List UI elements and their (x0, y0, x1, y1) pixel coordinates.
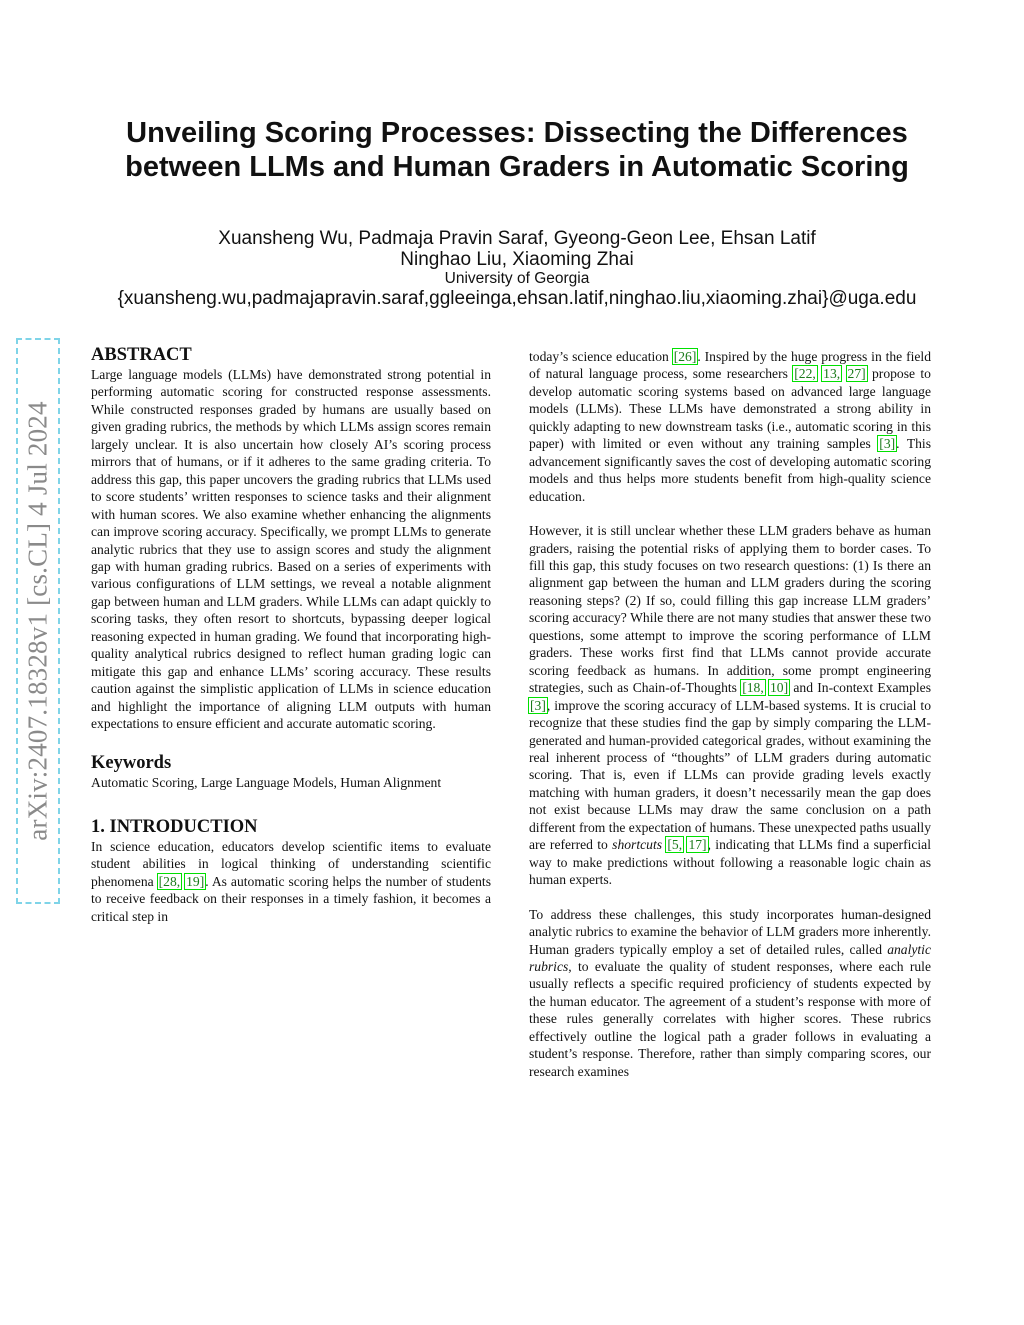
text-run: . Inspired by the huge progress in the field of natural language process, some researchers (529, 349, 931, 382)
emphasis-analytic-rubrics: analytic rubrics (529, 941, 931, 974)
keywords-text: Automatic Scoring, Large Language Models, Human Alignment (91, 774, 442, 790)
citation-link[interactable]: 13, (823, 366, 841, 382)
abstract-text: Large language models (LLMs) have demonstrated strong potential in performing automatic scoring for constructed response assessments. While constructed responses graded by humans are usually based on given grading rubrics, the methods by which LLMs assign scores remain largely unclear. It is also uncertain how closely AI’s scoring process mirrors that of humans, or if it adheres to the same grading criteria. To address this gap, this paper uncovers the grading rubrics that LLMs used to score students’ written responses to science tasks and their alignment with human scores. We also examine whether enhancing the alignments can improve scoring accuracy. Specifically, we prompt LLMs to generate analytic rubrics that they use to assign scores and study the alignment gap with human grading rubrics. Based on a series of experiments with various configurations of LLM settings, we reveal a notable alignment gap between human and LLM graders. While LLMs can adapt quickly to scoring tasks, they often resort to shortcuts, bypassing deeper logical reasoning expected in human grading. We found that incorporating high-quality analytical rubrics designed to reflect human grading logic can mitigate this gap and enhance LLMs’ scoring accuracy. These results caution against the simplistic application of LLMs in science education and highlight the importance of aligning LLM outputs with human expectations to ensure efficient and accurate automatic scoring. (91, 367, 491, 732)
introduction-paragraph (91, 838, 491, 925)
text-run: However, it is still unclear whether these LLM graders behave as human graders, raising the potential risks of applying them to border cases. To fill this gap, this study focuses on two research questions: (1) Is there an alignment gap between the human and LLM graders during the scoring reasoning steps? (2) If so, could filling this gap increase LLM graders’ scoring accuracy? While there are not many studies that answer these two questions, some attempt to improve the scoring performance of LLM graders. These works first find that LLMs cannot provide accurate scoring feedback as humans. In addition, some prompt engineering strategies, such as Chain-of-Thoughts (529, 523, 931, 696)
title-line-1: Unveiling Scoring Processes: Dissecting the Differences (126, 117, 908, 149)
text-run: and In-context Examples (789, 680, 931, 696)
text-run: , to evaluate the quality of student responses, where each rule usually reflects a specific required proficiency of students expected by the human educator. The agreement of a student’s response with more of these rules generally correlates with higher scores. These rubrics effectively outline the logical path a grader follows in evaluating a student’s response. Therefore, rather than simply comparing scores, our research examines (529, 958, 931, 1079)
citation-link[interactable]: [26] (673, 349, 697, 364)
title-line-2: between LLMs and Human Graders in Automatic Scoring (125, 151, 909, 183)
arxiv-stamp (16, 338, 60, 904)
left-column (91, 345, 491, 925)
text-run: today’s science education (529, 349, 673, 364)
citation-link[interactable]: [3] (530, 697, 546, 713)
text-run: In science education, educators develop scientific items to evaluate student abilities in logical thinking of understanding scientific phenomena (91, 838, 491, 889)
intro-paragraph-3 (529, 906, 931, 1081)
text-run: , indicating that LLMs find a superficial way to make predictions without following a reasonable logic chain as human experts. (529, 837, 931, 888)
text-run: To address these challenges, this study incorporates human-designed analytic rubrics to examine the behavior of LLM graders more inherently. Human graders typically employ a set of detailed rules, called (529, 906, 931, 957)
text-run: , improve the scoring accuracy of LLM-based systems. It is crucial to recognize that these studies find the gap by simply comparing the LLM-generated and human-provided categorical grades, without examining the real inherent process of “thoughts” of LLM graders during automatic scoring. That is, even if LLMs can provide grading levels exactly matching with human graders, it doesn’t necessarily mean the gap does not exist because LLMs may draw the same conclusion on a path different from the expectation of humans. These unexpected paths usually are referred to (529, 697, 931, 853)
citation-link[interactable]: [18, (742, 680, 764, 696)
abstract-heading: ABSTRACT (91, 345, 192, 365)
citation-link[interactable]: [5, (667, 837, 683, 853)
citation-link[interactable]: 10] (770, 680, 789, 696)
citation-link[interactable]: 27] (847, 366, 866, 382)
citation-link[interactable]: [3] (879, 436, 896, 452)
citation-link[interactable]: 19] (186, 873, 205, 889)
paper-title (60, 116, 974, 184)
affiliation: University of Georgia (444, 270, 590, 287)
intro-paragraph-2 (529, 522, 931, 889)
author-block (60, 228, 974, 310)
authors-line-1: Xuansheng Wu, Padmaja Pravin Saraf, Gyeong-Geon Lee, Ehsan Latif (218, 228, 816, 249)
right-column (529, 348, 931, 1080)
citation-link[interactable]: [22, (794, 366, 816, 382)
text-run: propose to develop automatic scoring systems based on advanced large language models (LLMs). These LLMs have demonstrated a strong ability in quickly adapting to new downstream tasks (i.e., automatic scoring in this paper) with limited or even without any training samples (529, 366, 931, 452)
citation-link[interactable]: 17] (688, 837, 707, 853)
author-emails: {xuansheng.wu,padmajapravin.saraf,ggleeinga,ehsan.latif,ninghao.liu,xiaoming.zhai}@uga.edu (117, 288, 917, 309)
text-run: . This advancement significantly saves the cost of developing automatic scoring models and thus helps more students benefit from high-quality science education. (529, 436, 931, 504)
authors-line-2: Ninghao Liu, Xiaoming Zhai (400, 249, 634, 270)
introduction-heading: 1. INTRODUCTION (91, 816, 258, 837)
intro-paragraph-1 (529, 348, 931, 505)
text-run: . As automatic scoring helps the number of students to receive feedback on their responses in a timely fashion, it becomes a critical step in (91, 873, 491, 924)
citation-link[interactable]: [28, (158, 873, 181, 889)
keywords-heading: Keywords (91, 752, 172, 773)
emphasis-shortcuts: shortcuts (612, 837, 663, 853)
arxiv-identifier: arXiv:2407.18328v1 [cs.CL] 4 Jul 2024 (22, 401, 53, 841)
